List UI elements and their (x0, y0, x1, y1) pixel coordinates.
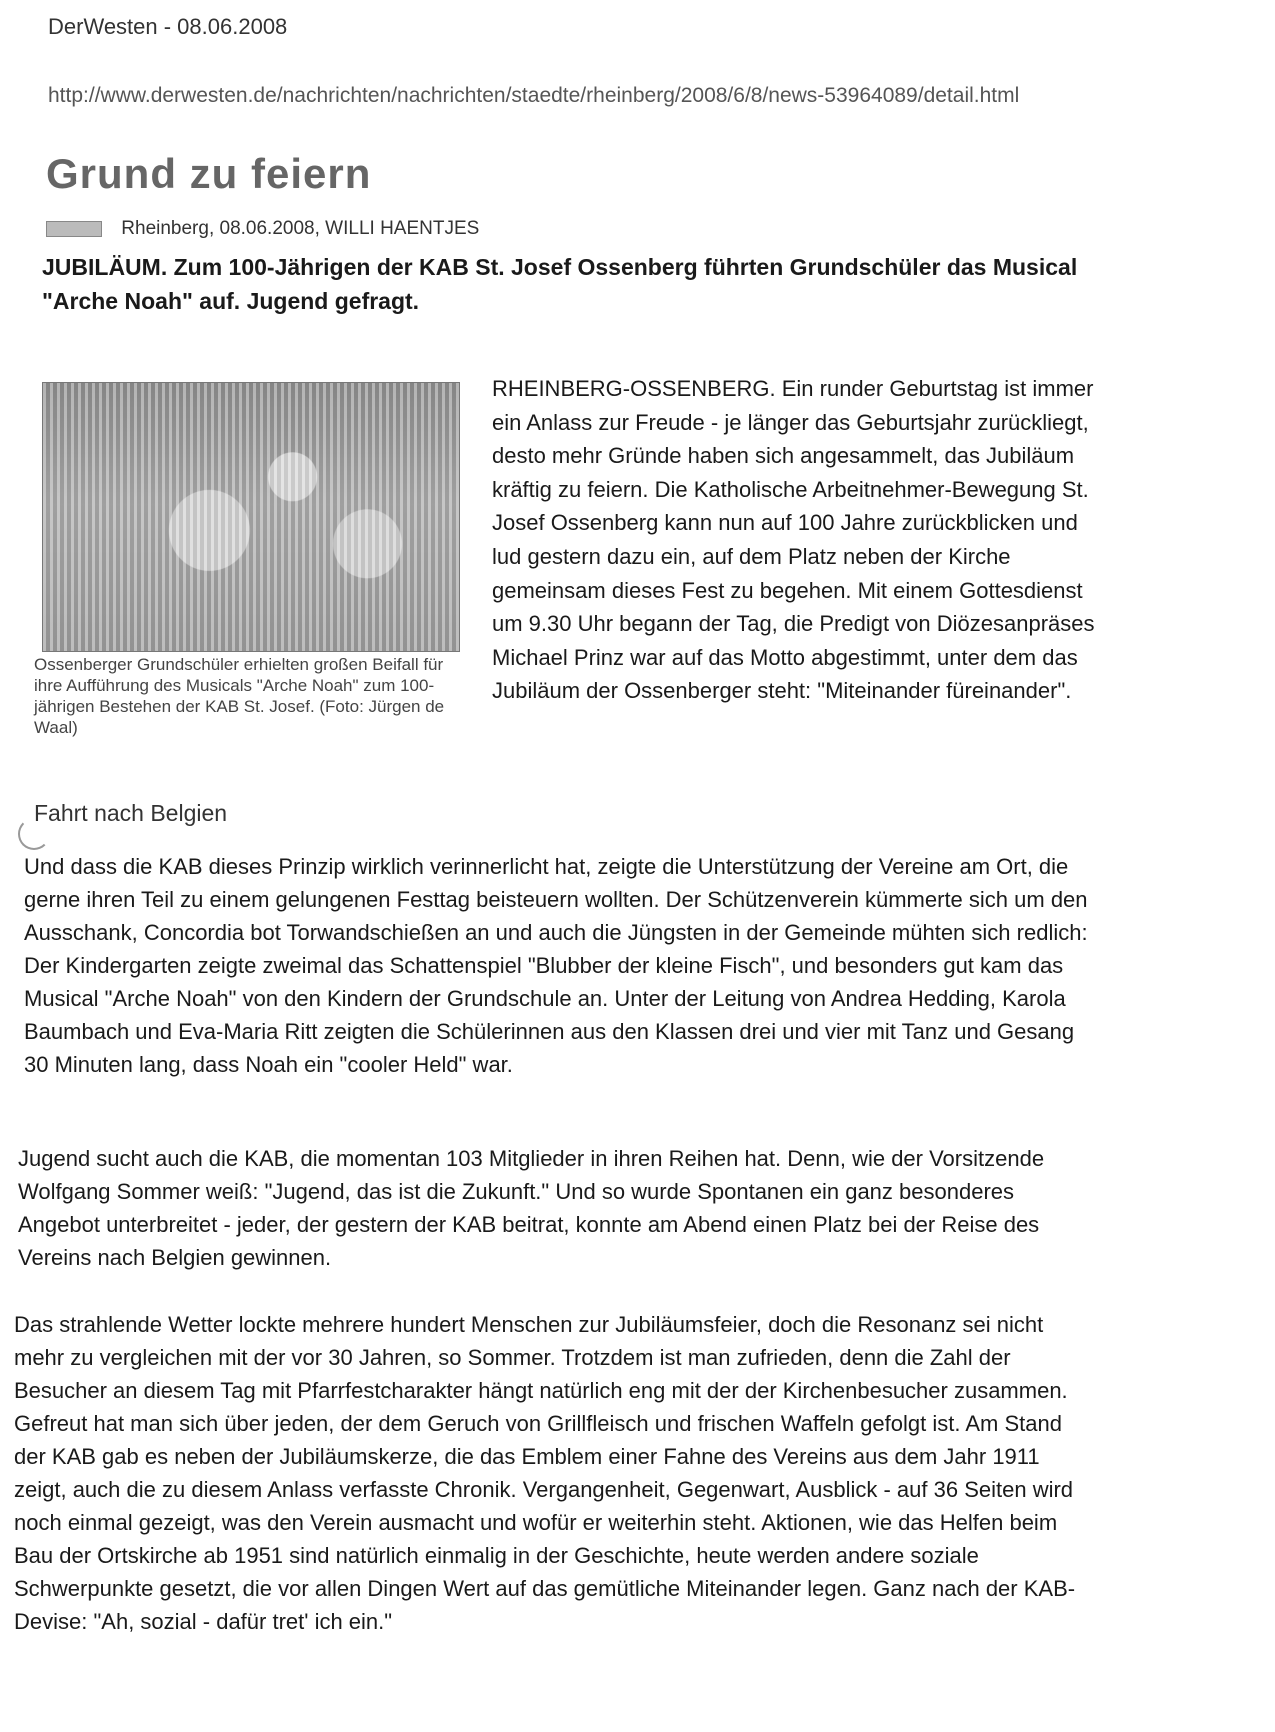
intro-paragraph: RHEINBERG-OSSENBERG. Ein runder Geburtstag ist immer ein Anlass zur Freude - je länger das Geburtsjahr zurückliegt, desto mehr Gründe haben sich angesammelt, das Jubiläum kräftig zu feiern. Die Katholische Arbeitnehmer-Bewegung St. Josef Ossenberg kann nun auf 100 Jahre zurückblicken und lud gestern dazu ein, auf dem Platz neben der Kirche gemeinsam dieses Fest zu begehen. Mit einem Gottesdienst um 9.30 Uhr begann der Tag, die Predigt von Diözesanpräses Michael Prinz war auf das Motto abgestimmt, unter dem das Jubiläum der Ossenberger steht: "Miteinander füreinander". (492, 376, 1095, 704)
lead-paragraph: JUBILÄUM. Zum 100-Jährigen der KAB St. Josef Ossenberg führten Grundschüler das Musical "Arche Noah" auf. Jugend gefragt. (42, 254, 1078, 314)
byline-text: Rheinberg, 08.06.2008, WILLI HAENTJES (121, 218, 480, 239)
article-url: http://www.derwesten.de/nachrichten/nachrichten/staedte/rheinberg/2008/6/8/news-53964089/detail.html (48, 84, 1020, 107)
body-paragraph-3: Das strahlende Wetter lockte mehrere hundert Menschen zur Jubiläumsfeier, doch die Resonanz sei nicht mehr zu vergleichen mit der vor 30 Jahren, so Sommer. Trotzdem ist man zufrieden, denn die Zahl der Besucher an diesem Tag mit Pfarrfestcharakter hängt natürlich eng mit der der Kirchenbesucher zusammen. Gefreut hat man sich über jeden, der dem Geruch von Grillfleisch und frischen Waffeln gefolgt ist. Am Stand der KAB gab es neben der Jubiläumskerze, die das Emblem einer Fahne des Vereins aus dem Jahr 1911 zeigt, auch die zu diesem Anlass verfasste Chronik. Vergangenheit, Gegenwart, Ausblick - auf 36 Seiten wird noch einmal gezeigt, was den Verein ausmacht und wofür er weiterhin steht. Aktionen, wie das Helfen beim Bau der Ortskirche ab 1951 sind natürlich einmalig in der Geschichte, heute werden andere soziale Schwerpunkte gesetzt, die vor allen Dingen Wert auf das gemütliche Miteinander legen. Ganz nach der KAB-Devise: "Ah, sozial - dafür tret' ich ein." (14, 1312, 1076, 1634)
body-paragraph-2: Jugend sucht auch die KAB, die momentan 103 Mitglieder in ihren Reihen hat. Denn, wie der Vorsitzende Wolfgang Sommer weiß: "Jugend, das ist die Zukunft." Und so wurde Spontanen ein ganz besonderes Angebot unterbreitet - jeder, der gestern der KAB beitrat, konnte am Abend einen Platz bei der Reise des Vereins nach Belgien gewinnen. (18, 1146, 1045, 1270)
newspaper-logo-icon (46, 221, 102, 237)
photo-caption: Ossenberger Grundschüler erhielten großen Beifall für ihre Aufführung des Musicals "Arche Noah" zum 100-jährigen Bestehen der KAB St. Josef. (Foto: Jürgen de Waal) (34, 655, 445, 737)
source-line: DerWesten - 08.06.2008 (48, 14, 288, 39)
subheading: Fahrt nach Belgien (34, 800, 228, 826)
article-photo (42, 382, 460, 652)
byline (46, 218, 479, 240)
article-headline: Grund zu feiern (46, 150, 372, 197)
body-paragraph-1: Und dass die KAB dieses Prinzip wirklich verinnerlicht hat, zeigte die Unterstützung der Vereine am Ort, die gerne ihren Teil zu einem gelungenen Festtag beisteuern wollten. Der Schützenverein kümmerte sich um den Ausschank, Concordia bot Torwandschießen an und auch die Jüngsten in der Gemeinde mühten sich redlich: Der Kindergarten zeigte zweimal das Schattenspiel "Blubber der kleine Fisch", und besonders gut kam das Musical "Arche Noah" von den Kindern der Grundschule an. Unter der Leitung von Andrea Hedding, Karola Baumbach und Eva-Maria Ritt zeigten die Schülerinnen aus den Klassen drei und vier mit Tanz und Gesang 30 Minuten lang, dass Noah ein "cooler Held" war. (24, 854, 1088, 1077)
